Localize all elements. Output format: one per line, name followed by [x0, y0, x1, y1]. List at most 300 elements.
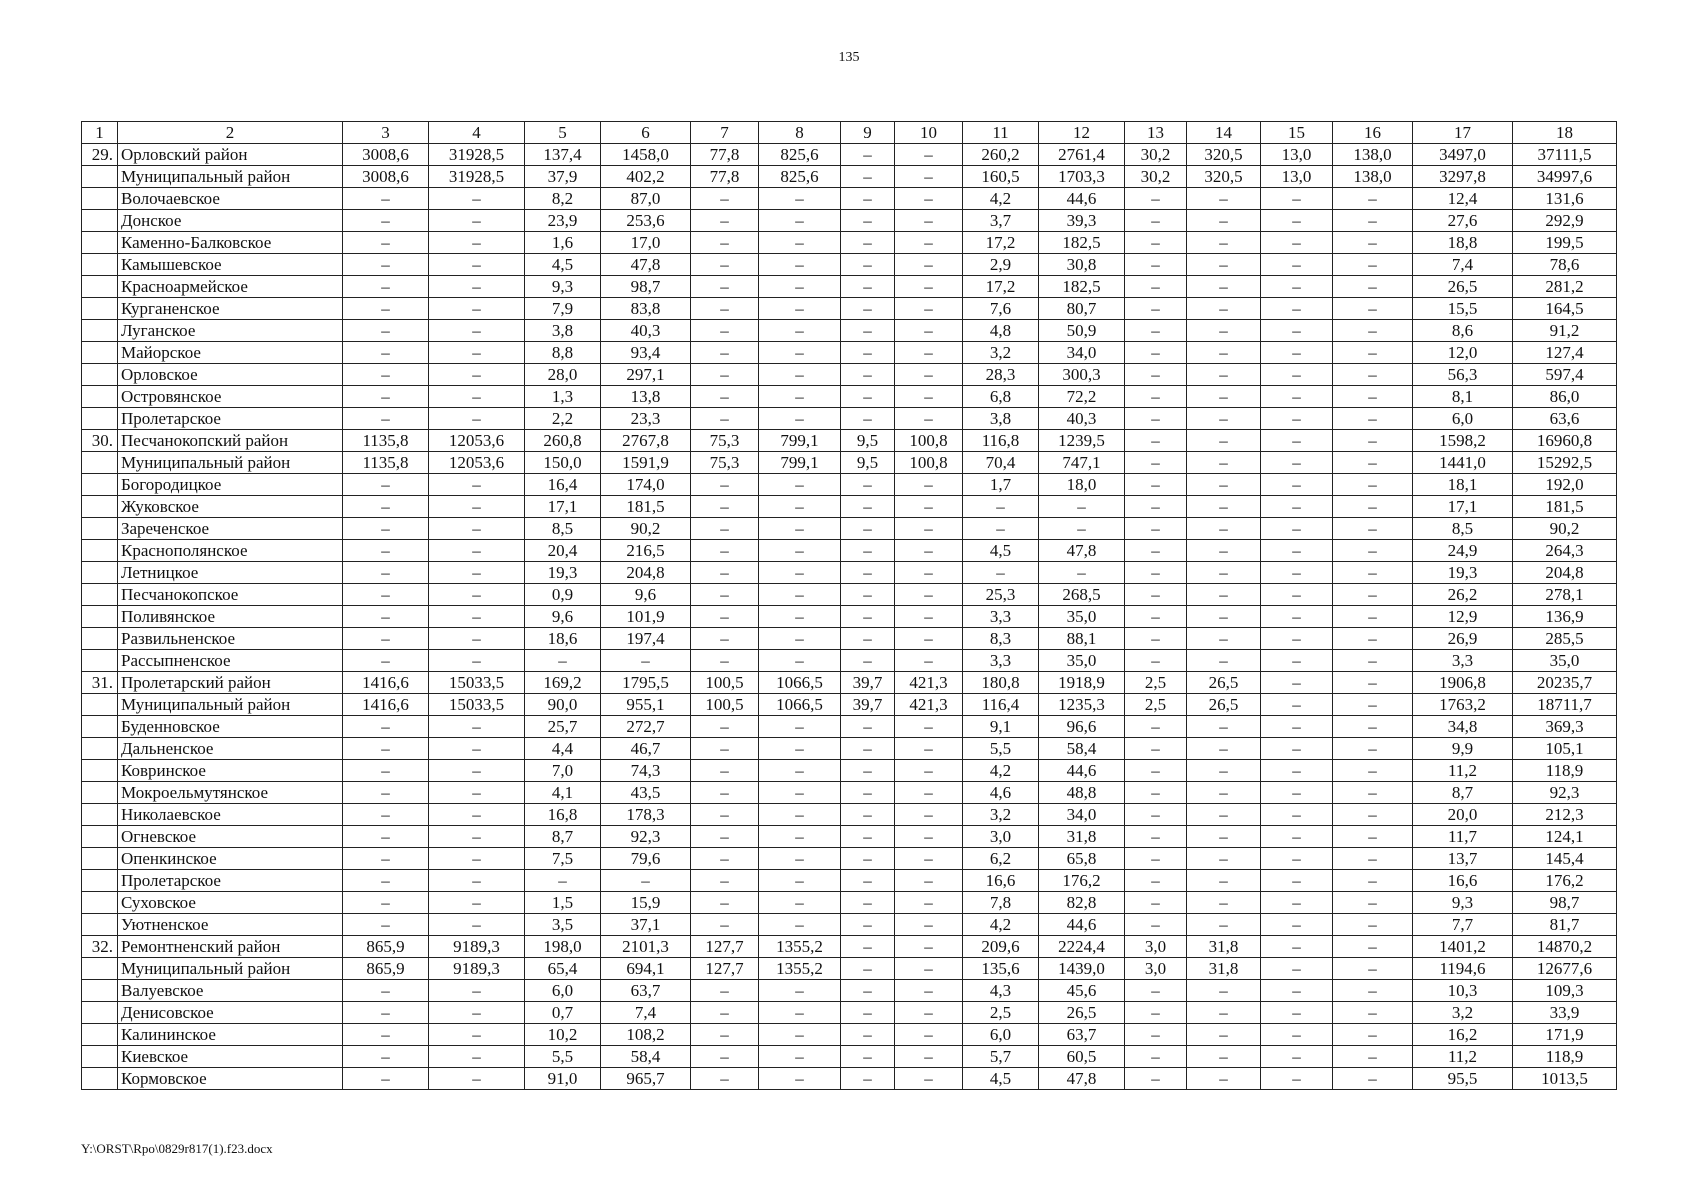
value-cell: – — [1333, 540, 1413, 562]
value-cell: – — [759, 188, 841, 210]
value-cell: 100,5 — [691, 694, 759, 716]
value-cell: – — [841, 848, 895, 870]
value-cell: – — [429, 386, 525, 408]
value-cell: – — [1261, 958, 1333, 980]
territory-name-cell: Пролетарский район — [118, 672, 343, 694]
value-cell: – — [343, 254, 429, 276]
value-cell: 91,0 — [525, 1068, 601, 1090]
value-cell: 31,8 — [1039, 826, 1125, 848]
territory-name-cell: Развильненское — [118, 628, 343, 650]
value-cell: 13,8 — [601, 386, 691, 408]
value-cell: – — [1187, 430, 1261, 452]
value-cell: – — [691, 408, 759, 430]
value-cell: – — [1333, 716, 1413, 738]
value-cell: – — [691, 364, 759, 386]
value-cell: – — [1333, 298, 1413, 320]
value-cell: 87,0 — [601, 188, 691, 210]
value-cell: 11,7 — [1413, 826, 1513, 848]
value-cell: – — [343, 474, 429, 496]
value-cell: – — [895, 496, 963, 518]
value-cell: – — [343, 188, 429, 210]
value-cell: 77,8 — [691, 144, 759, 166]
value-cell: 20235,7 — [1513, 672, 1617, 694]
value-cell: – — [841, 738, 895, 760]
value-cell: – — [691, 606, 759, 628]
value-cell: – — [1125, 408, 1187, 430]
value-cell: 5,5 — [525, 1046, 601, 1068]
value-cell: 17,1 — [1413, 496, 1513, 518]
table-row — [82, 430, 1617, 452]
value-cell: – — [895, 584, 963, 606]
value-cell: – — [429, 254, 525, 276]
value-cell: 15292,5 — [1513, 452, 1617, 474]
value-cell: 127,7 — [691, 958, 759, 980]
value-cell: 369,3 — [1513, 716, 1617, 738]
value-cell: 47,8 — [601, 254, 691, 276]
value-cell: – — [1333, 694, 1413, 716]
value-cell: – — [429, 320, 525, 342]
value-cell: – — [1261, 848, 1333, 870]
value-cell: – — [429, 628, 525, 650]
territory-name-cell: Богородицкое — [118, 474, 343, 496]
value-cell: – — [1333, 672, 1413, 694]
row-number-cell — [82, 782, 118, 804]
value-cell: 90,2 — [601, 518, 691, 540]
value-cell: – — [1333, 452, 1413, 474]
value-cell: – — [841, 1002, 895, 1024]
territory-name-cell: Киевское — [118, 1046, 343, 1068]
column-number-header: 6 — [601, 122, 691, 144]
value-cell: – — [1333, 826, 1413, 848]
value-cell: 8,5 — [525, 518, 601, 540]
column-number-header: 14 — [1187, 122, 1261, 144]
value-cell: – — [759, 782, 841, 804]
row-number-cell — [82, 826, 118, 848]
value-cell: – — [1187, 804, 1261, 826]
value-cell: 421,3 — [895, 694, 963, 716]
value-cell: 75,3 — [691, 430, 759, 452]
value-cell: 12,9 — [1413, 606, 1513, 628]
territory-name-cell: Мокроельмутянское — [118, 782, 343, 804]
value-cell: – — [429, 364, 525, 386]
value-cell: 11,2 — [1413, 760, 1513, 782]
value-cell: 12053,6 — [429, 430, 525, 452]
value-cell: 3,8 — [963, 408, 1039, 430]
value-cell: – — [841, 298, 895, 320]
table-row — [82, 452, 1617, 474]
value-cell: 98,7 — [601, 276, 691, 298]
value-cell: – — [1187, 870, 1261, 892]
value-cell: 1401,2 — [1413, 936, 1513, 958]
value-cell: 260,2 — [963, 144, 1039, 166]
value-cell: – — [759, 276, 841, 298]
value-cell: 39,7 — [841, 694, 895, 716]
value-cell: – — [343, 496, 429, 518]
value-cell: – — [1333, 1068, 1413, 1090]
value-cell: – — [759, 298, 841, 320]
value-cell: – — [841, 870, 895, 892]
row-number-cell — [82, 1024, 118, 1046]
value-cell: 131,6 — [1513, 188, 1617, 210]
row-number-cell — [82, 628, 118, 650]
value-cell: – — [429, 1002, 525, 1024]
table-row — [82, 672, 1617, 694]
value-cell: – — [1261, 892, 1333, 914]
table-row — [82, 562, 1617, 584]
row-number-cell — [82, 892, 118, 914]
row-number-cell — [82, 694, 118, 716]
column-number-header: 10 — [895, 122, 963, 144]
value-cell: 7,9 — [525, 298, 601, 320]
value-cell: 30,8 — [1039, 254, 1125, 276]
footer-file-path: Y:\ORST\Rpo\0829r817(1).f23.docx — [81, 1141, 273, 1156]
value-cell: – — [691, 826, 759, 848]
territory-name-cell: Волочаевское — [118, 188, 343, 210]
value-cell: 1439,0 — [1039, 958, 1125, 980]
value-cell: – — [1187, 342, 1261, 364]
value-cell: – — [1125, 518, 1187, 540]
table-row — [82, 936, 1617, 958]
value-cell: 3,2 — [963, 342, 1039, 364]
value-cell: – — [343, 628, 429, 650]
value-cell: 138,0 — [1333, 166, 1413, 188]
value-cell: – — [343, 364, 429, 386]
territory-name-cell: Уютненское — [118, 914, 343, 936]
table-row — [82, 716, 1617, 738]
column-number-header: 1 — [82, 122, 118, 144]
value-cell: 17,1 — [525, 496, 601, 518]
value-cell: 1,7 — [963, 474, 1039, 496]
value-cell: 3,3 — [1413, 650, 1513, 672]
value-cell: – — [1187, 232, 1261, 254]
column-number-header: 3 — [343, 122, 429, 144]
value-cell: 47,8 — [1039, 1068, 1125, 1090]
value-cell: 79,6 — [601, 848, 691, 870]
value-cell: – — [1125, 1046, 1187, 1068]
value-cell: – — [429, 518, 525, 540]
value-cell: – — [1125, 188, 1187, 210]
value-cell: 176,2 — [1513, 870, 1617, 892]
table-row — [82, 804, 1617, 826]
value-cell: 44,6 — [1039, 914, 1125, 936]
value-cell: 18711,7 — [1513, 694, 1617, 716]
value-cell: 3,3 — [963, 606, 1039, 628]
value-cell: 272,7 — [601, 716, 691, 738]
value-cell: 1591,9 — [601, 452, 691, 474]
value-cell: – — [1261, 716, 1333, 738]
value-cell: 285,5 — [1513, 628, 1617, 650]
value-cell: 26,5 — [1039, 1002, 1125, 1024]
value-cell: 15,9 — [601, 892, 691, 914]
value-cell: 124,1 — [1513, 826, 1617, 848]
territory-name-cell: Луганское — [118, 320, 343, 342]
value-cell: 138,0 — [1333, 144, 1413, 166]
value-cell: 28,3 — [963, 364, 1039, 386]
row-number-cell — [82, 386, 118, 408]
value-cell: – — [429, 540, 525, 562]
value-cell: 10,3 — [1413, 980, 1513, 1002]
value-cell: – — [1125, 254, 1187, 276]
column-number-header: 17 — [1413, 122, 1513, 144]
value-cell: – — [1333, 650, 1413, 672]
value-cell: – — [343, 804, 429, 826]
value-cell: – — [841, 914, 895, 936]
value-cell: 45,6 — [1039, 980, 1125, 1002]
row-number-cell — [82, 210, 118, 232]
value-cell: – — [759, 342, 841, 364]
value-cell: – — [759, 540, 841, 562]
value-cell: – — [1261, 518, 1333, 540]
value-cell: – — [1187, 1002, 1261, 1024]
value-cell: 60,5 — [1039, 1046, 1125, 1068]
value-cell: – — [601, 870, 691, 892]
value-cell: – — [1125, 386, 1187, 408]
value-cell: 9,5 — [841, 430, 895, 452]
value-cell: 4,5 — [963, 1068, 1039, 1090]
value-cell: 1066,5 — [759, 694, 841, 716]
value-cell: – — [1261, 364, 1333, 386]
value-cell: – — [1125, 870, 1187, 892]
value-cell: – — [895, 914, 963, 936]
value-cell: – — [1333, 914, 1413, 936]
value-cell: – — [759, 628, 841, 650]
value-cell: – — [1125, 650, 1187, 672]
table-row — [82, 628, 1617, 650]
value-cell: 137,4 — [525, 144, 601, 166]
value-cell: – — [841, 540, 895, 562]
value-cell: – — [429, 870, 525, 892]
value-cell: 865,9 — [343, 958, 429, 980]
value-cell: – — [343, 232, 429, 254]
value-cell: 3008,6 — [343, 166, 429, 188]
value-cell: – — [895, 364, 963, 386]
row-number-cell: 30. — [82, 430, 118, 452]
value-cell: – — [895, 254, 963, 276]
value-cell: 0,7 — [525, 1002, 601, 1024]
value-cell: – — [759, 364, 841, 386]
row-number-cell — [82, 1002, 118, 1024]
value-cell: – — [1187, 1046, 1261, 1068]
value-cell: – — [895, 320, 963, 342]
table-row — [82, 892, 1617, 914]
value-cell: 77,8 — [691, 166, 759, 188]
value-cell: 182,5 — [1039, 276, 1125, 298]
value-cell: – — [1187, 782, 1261, 804]
value-cell: – — [1187, 606, 1261, 628]
value-cell: – — [895, 408, 963, 430]
value-cell: 1703,3 — [1039, 166, 1125, 188]
value-cell: 1763,2 — [1413, 694, 1513, 716]
value-cell: – — [343, 606, 429, 628]
value-cell: 63,6 — [1513, 408, 1617, 430]
value-cell: 16,6 — [1413, 870, 1513, 892]
value-cell: 3,7 — [963, 210, 1039, 232]
value-cell: – — [841, 188, 895, 210]
value-cell: 50,9 — [1039, 320, 1125, 342]
value-cell: – — [691, 738, 759, 760]
value-cell: – — [895, 1046, 963, 1068]
value-cell: 421,3 — [895, 672, 963, 694]
value-cell: – — [343, 738, 429, 760]
value-cell: – — [1125, 628, 1187, 650]
value-cell: – — [1187, 188, 1261, 210]
value-cell: 9,9 — [1413, 738, 1513, 760]
value-cell: – — [1187, 496, 1261, 518]
value-cell: – — [1333, 386, 1413, 408]
value-cell: – — [691, 518, 759, 540]
value-cell: – — [691, 804, 759, 826]
value-cell: 264,3 — [1513, 540, 1617, 562]
value-cell: – — [1333, 320, 1413, 342]
value-cell: – — [1333, 254, 1413, 276]
value-cell: – — [895, 232, 963, 254]
value-cell: – — [759, 826, 841, 848]
value-cell: – — [759, 496, 841, 518]
value-cell: – — [895, 210, 963, 232]
value-cell: 26,2 — [1413, 584, 1513, 606]
value-cell: – — [1333, 474, 1413, 496]
value-cell: – — [841, 760, 895, 782]
territory-name-cell: Денисовское — [118, 1002, 343, 1024]
value-cell: 300,3 — [1039, 364, 1125, 386]
value-cell: – — [1187, 562, 1261, 584]
value-cell: – — [429, 892, 525, 914]
territory-name-cell: Кормовское — [118, 1068, 343, 1090]
value-cell: 1598,2 — [1413, 430, 1513, 452]
value-cell: – — [1261, 672, 1333, 694]
value-cell: 26,5 — [1187, 672, 1261, 694]
value-cell: – — [1187, 298, 1261, 320]
value-cell: – — [841, 276, 895, 298]
value-cell: – — [1261, 276, 1333, 298]
value-cell: 3,8 — [525, 320, 601, 342]
value-cell: 9,6 — [525, 606, 601, 628]
value-cell: 1906,8 — [1413, 672, 1513, 694]
value-cell: 18,8 — [1413, 232, 1513, 254]
table-row — [82, 518, 1617, 540]
value-cell: – — [841, 254, 895, 276]
row-number-cell — [82, 342, 118, 364]
value-cell: 181,5 — [601, 496, 691, 518]
column-number-header: 4 — [429, 122, 525, 144]
value-cell: 34997,6 — [1513, 166, 1617, 188]
value-cell: 88,1 — [1039, 628, 1125, 650]
value-cell: 30,2 — [1125, 144, 1187, 166]
value-cell: – — [841, 210, 895, 232]
row-number-cell: 29. — [82, 144, 118, 166]
value-cell: 1355,2 — [759, 958, 841, 980]
value-cell: – — [841, 804, 895, 826]
row-number-cell — [82, 232, 118, 254]
territory-name-cell: Краснополянское — [118, 540, 343, 562]
value-cell: – — [691, 980, 759, 1002]
value-cell: – — [895, 1002, 963, 1024]
table-row — [82, 848, 1617, 870]
value-cell: 26,9 — [1413, 628, 1513, 650]
value-cell: 176,2 — [1039, 870, 1125, 892]
territory-name-cell: Буденновское — [118, 716, 343, 738]
value-cell: – — [429, 276, 525, 298]
value-cell: 17,2 — [963, 276, 1039, 298]
value-cell: 3,2 — [963, 804, 1039, 826]
value-cell: – — [759, 386, 841, 408]
value-cell: – — [841, 386, 895, 408]
value-cell: 12053,6 — [429, 452, 525, 474]
value-cell: – — [691, 386, 759, 408]
table-row — [82, 342, 1617, 364]
value-cell: – — [895, 870, 963, 892]
value-cell: – — [343, 848, 429, 870]
territory-name-cell: Курганенское — [118, 298, 343, 320]
value-cell: 96,6 — [1039, 716, 1125, 738]
table-row — [82, 1046, 1617, 1068]
value-cell: – — [1261, 496, 1333, 518]
value-cell: – — [343, 408, 429, 430]
value-cell: 44,6 — [1039, 760, 1125, 782]
value-cell: – — [343, 342, 429, 364]
value-cell: 7,4 — [601, 1002, 691, 1024]
value-cell: – — [429, 650, 525, 672]
row-number-cell — [82, 958, 118, 980]
value-cell: 31,8 — [1187, 958, 1261, 980]
value-cell: – — [1333, 848, 1413, 870]
value-cell: – — [759, 650, 841, 672]
value-cell: – — [895, 144, 963, 166]
value-cell: 43,5 — [601, 782, 691, 804]
value-cell: – — [1187, 320, 1261, 342]
value-cell: – — [963, 518, 1039, 540]
value-cell: 178,3 — [601, 804, 691, 826]
value-cell: 169,2 — [525, 672, 601, 694]
column-number-header: 8 — [759, 122, 841, 144]
value-cell: – — [1187, 1024, 1261, 1046]
column-number-header: 12 — [1039, 122, 1125, 144]
value-cell: 3,0 — [963, 826, 1039, 848]
value-cell: – — [841, 606, 895, 628]
value-cell: – — [1125, 760, 1187, 782]
value-cell: 181,5 — [1513, 496, 1617, 518]
value-cell: – — [1125, 474, 1187, 496]
value-cell: – — [1261, 738, 1333, 760]
value-cell: – — [1187, 540, 1261, 562]
value-cell: 1795,5 — [601, 672, 691, 694]
value-cell: – — [343, 1002, 429, 1024]
value-cell: 46,7 — [601, 738, 691, 760]
value-cell: 825,6 — [759, 144, 841, 166]
value-cell: 13,7 — [1413, 848, 1513, 870]
value-cell: – — [1125, 804, 1187, 826]
value-cell: – — [429, 1046, 525, 1068]
value-cell: 7,4 — [1413, 254, 1513, 276]
value-cell: 17,2 — [963, 232, 1039, 254]
value-cell: 90,2 — [1513, 518, 1617, 540]
row-number-cell — [82, 276, 118, 298]
value-cell: – — [343, 1068, 429, 1090]
value-cell: – — [691, 540, 759, 562]
value-cell: – — [1261, 254, 1333, 276]
value-cell: 2767,8 — [601, 430, 691, 452]
value-cell: – — [895, 562, 963, 584]
value-cell: – — [1333, 782, 1413, 804]
table-row — [82, 210, 1617, 232]
value-cell: – — [429, 188, 525, 210]
value-cell: 86,0 — [1513, 386, 1617, 408]
value-cell: – — [1125, 452, 1187, 474]
value-cell: 136,9 — [1513, 606, 1617, 628]
value-cell: – — [895, 606, 963, 628]
value-cell: 204,8 — [601, 562, 691, 584]
row-number-cell: 32. — [82, 936, 118, 958]
